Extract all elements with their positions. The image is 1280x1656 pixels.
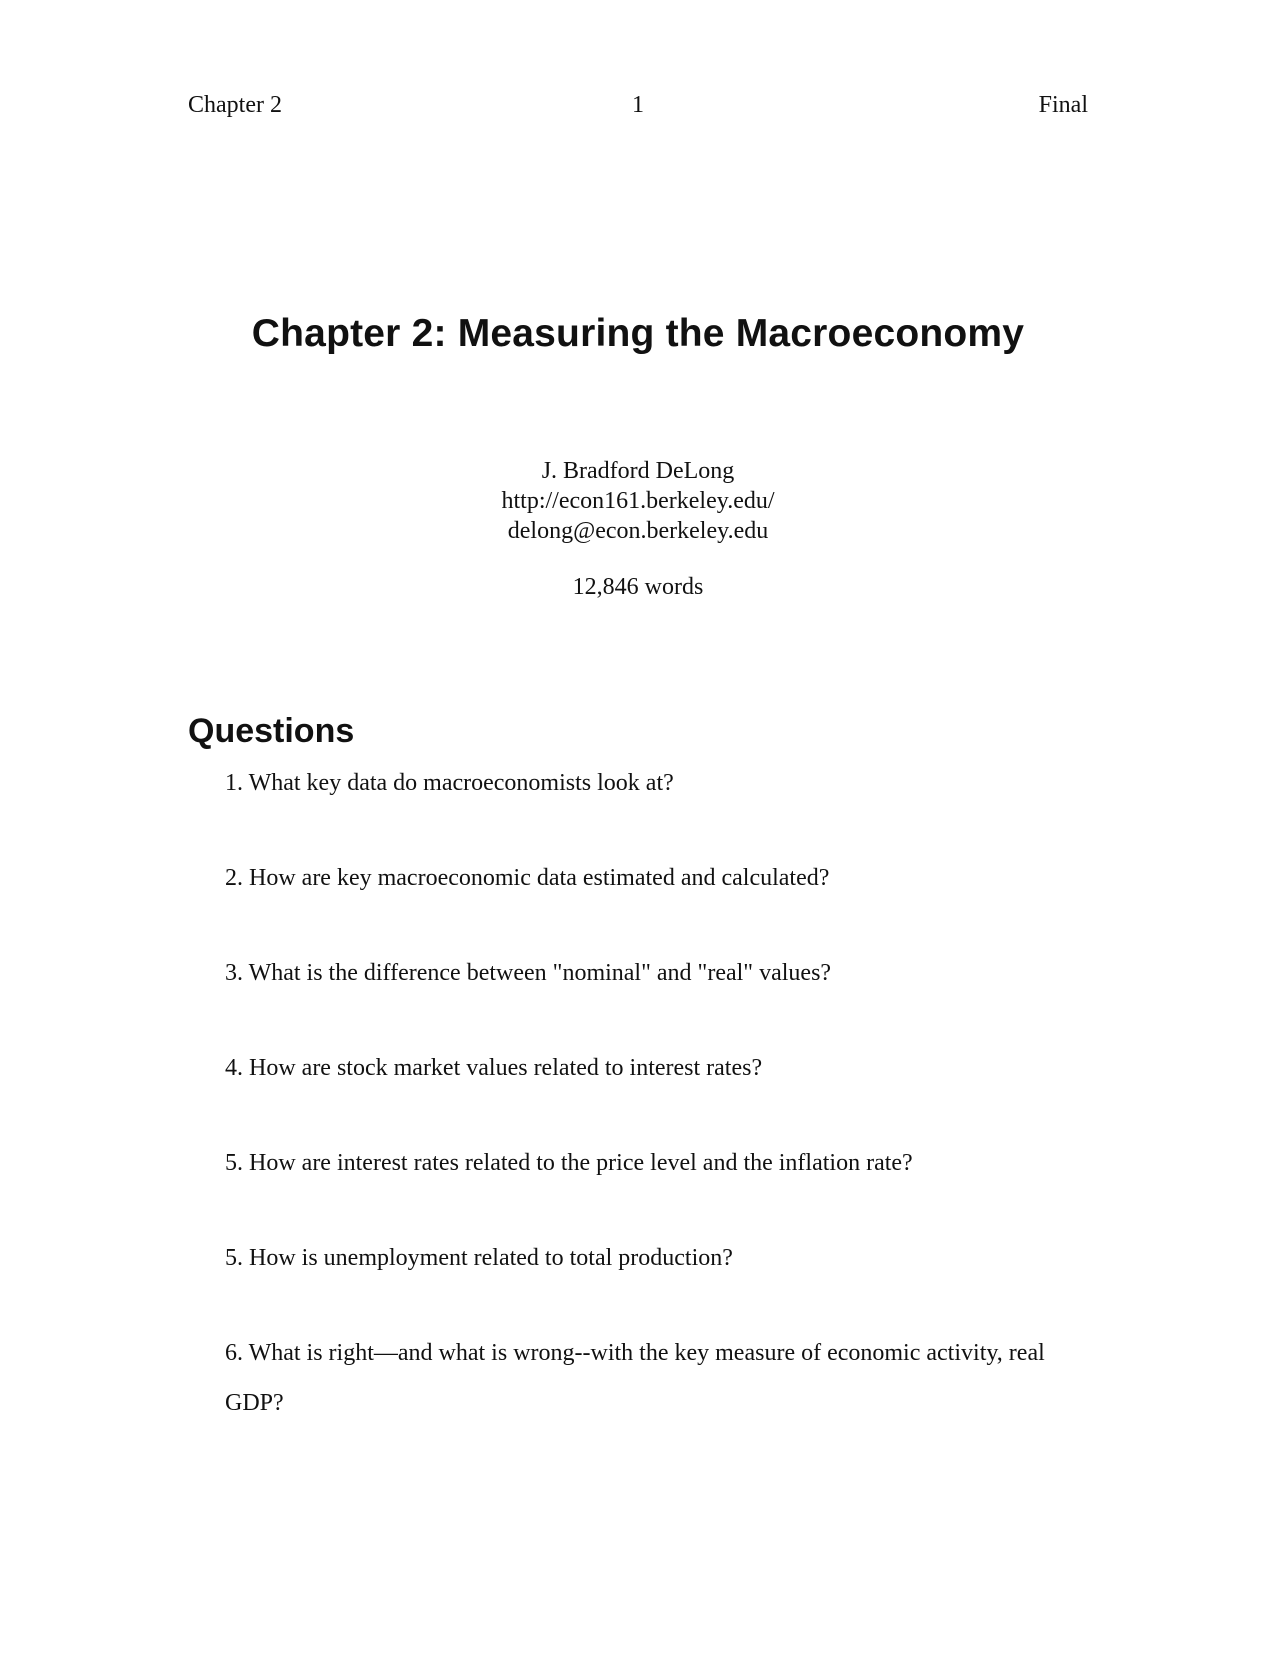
question-item: 2. How are key macroeconomic data estimated and calculated?: [225, 865, 830, 891]
header-page-number: 1: [632, 92, 644, 118]
question-item: 4. How are stock market values related to interest rates?: [225, 1055, 763, 1081]
document-title: Chapter 2: Measuring the Macroeconomy: [251, 312, 1025, 355]
author-email: delong@econ.berkeley.edu: [507, 518, 769, 544]
running-header: [188, 92, 1088, 124]
questions-heading: Questions: [188, 712, 355, 750]
question-item: 5. How is unemployment related to total production?: [225, 1245, 733, 1271]
question-item: 6. What is right—and what is wrong--with the key measure of economic activity, real GDP?: [225, 1340, 1045, 1416]
author-block: [0, 456, 1276, 546]
question-item: 5. How are interest rates related to the price level and the inflation rate?: [225, 1150, 913, 1176]
question-item: 3. What is the difference between "nominal" and "real" values?: [225, 960, 832, 986]
header-status-label: Final: [1038, 92, 1088, 118]
author-name: J. Bradford DeLong: [541, 458, 735, 484]
word-count: 12,846 words: [572, 574, 704, 600]
author-url: http://econ161.berkeley.edu/: [501, 488, 775, 514]
question-item: 1. What key data do macroeconomists look at?: [225, 770, 674, 796]
header-chapter-label: Chapter 2: [188, 92, 282, 118]
